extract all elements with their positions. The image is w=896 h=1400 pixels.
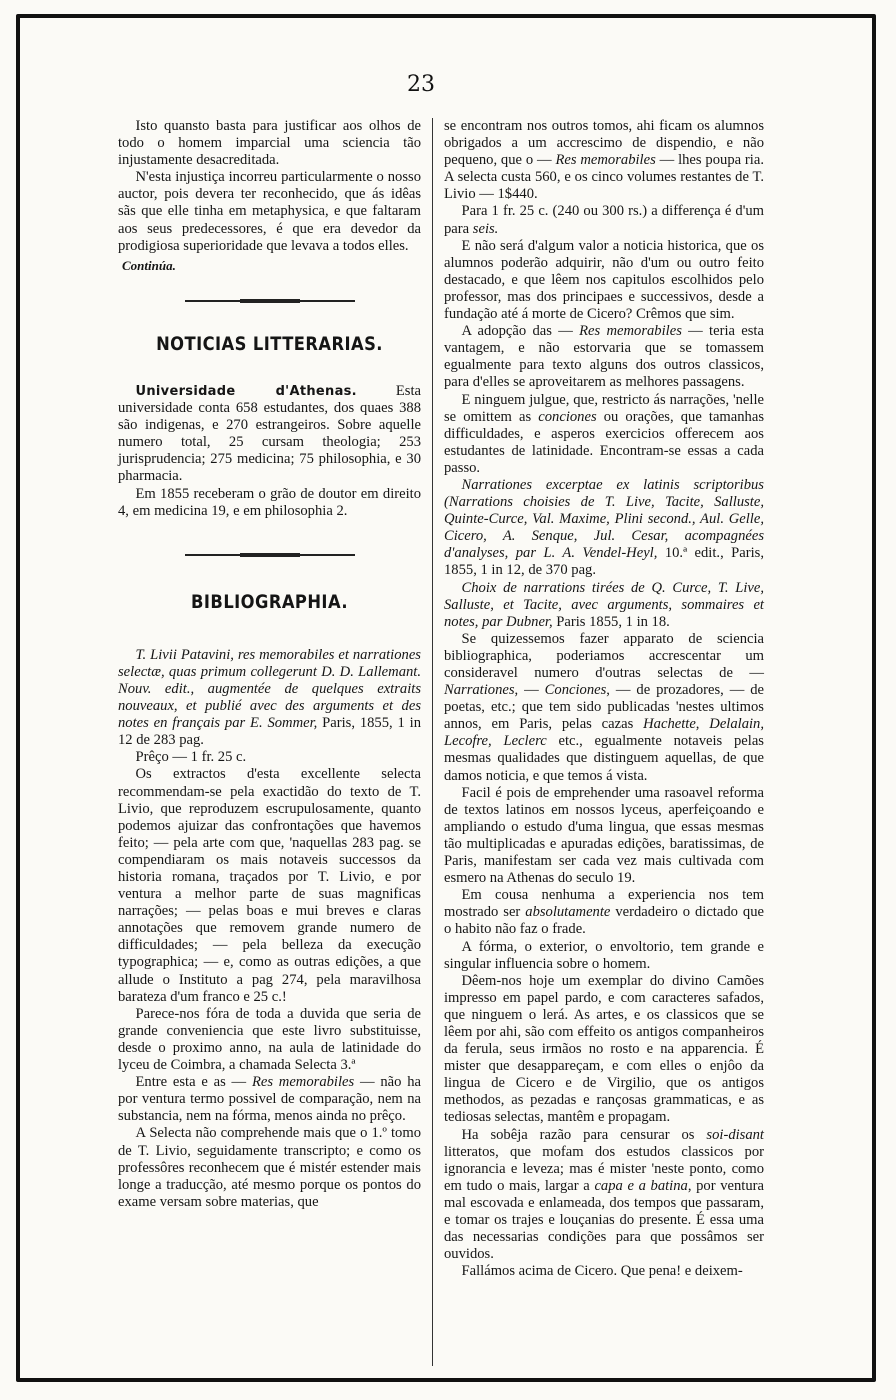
- text-fragment: Para 1 fr. 25 c. (240 ou 300 rs.) a differença é d'um para: [444, 203, 764, 237]
- italic-word: Conciones: [544, 682, 607, 699]
- italic-word: Narrationes: [444, 682, 515, 699]
- text-fragment: se encontram nos outros tomos, ahi ficam os alumnos obrigados a um accrescimo de dispendio, e não pequeno, que o —: [444, 118, 764, 169]
- italic-word: seis.: [472, 220, 499, 237]
- right-paragraph-8: [444, 631, 764, 785]
- right-paragraph-7: [444, 580, 764, 631]
- italic-word: absolutamente: [525, 904, 611, 921]
- universidade-label: Universidade d'Athenas.: [135, 383, 357, 399]
- text-fragment: Ha sobêja razão para censurar os: [461, 1126, 695, 1143]
- right-paragraph-1: [444, 118, 764, 203]
- italic-word: soi-disant: [706, 1126, 764, 1143]
- body-paragraph-1: Os extractos d'esta excellente selecta recommendam-se pela exactidão do texto de T. Livio, que reproduzem escrupulosamente, quanto podemos ajuizar das confrontações que havemos feito; — pela arte com que, 'naquellas 283 pag. se compendiaram os mais notaveis successos da historia romana, traçados por T. Livio, e por ventura a melhor parte de suas magnificas narrações; — pelas boas e mui breves e claras annotações que removem grande numero de difficuldades; — pela belleza da execução typographica; — e, como as outras edições, a que allude o Instituto a pag 274, pela maravilhosa barateza d'um franco e 25 c.!: [118, 766, 421, 1005]
- column-divider: [432, 118, 433, 1366]
- right-paragraph-6: [444, 477, 764, 580]
- italic-citation: Narrationes excerptae ex latinis scriptoribus (Narrations choisies de T. Live, Tacite, Salluste, Quinte-Curce, Val. Maxime, Plini second., Aul. Gelle, Cicero, A. Senque, Jul. Cesar, acompagnées d'analyses, par L. A. Vendel-Heyl,: [444, 476, 764, 562]
- italic-citation: Choix de narrations tirées de Q. Curce, T. Live, Salluste, et Tacite, avec arguments, sommaires et notes, par Dubner,: [444, 579, 764, 630]
- selecta-paragraph: A Selecta não comprehende mais que o 1.º tomo de T. Livio, seguidamente transcripto; e como os professôres reconhecem que é mistér estender mais longe a traducção, até mesmo porque os pontos do exame versam sobre materias, que: [118, 1125, 421, 1210]
- universidade-text: Esta universidade conta 658 estudantes, dos quaes 388 são indigenas, e 270 estrangeiros. Sobre aquelle numero total, 25 cursam theologia; 253 jurisprudencia; 275 medicina; 75 philosophia, e 30 pharmacia.: [118, 382, 421, 485]
- intro-paragraph-1: Isto quansto basta para justificar aos olhos de todo o homem imparcial uma sciencia tão injustamente desacreditada.: [118, 118, 421, 169]
- right-paragraph-13: [444, 1127, 764, 1264]
- universidade-paragraph-2: Em 1855 receberam o grão de doutor em direito 4, em medicina 19, e em philosophia 2.: [118, 485, 421, 519]
- text-fragment: Em cousa nenhuma a experiencia nos tem mostrado ser: [444, 887, 764, 921]
- right-column: [444, 118, 764, 1280]
- text-fragment: — lhes poupa ria. A selecta custa 560, e os cinco volumes restantes de T. Livio — 1$440.: [444, 152, 764, 203]
- intro-paragraph-2: N'esta injustiça incorreu particularmente o nosso auctor, pois devera ter reconhecido, que ás idêas sãs que elle tinha em metaphysica, e que faltaram aos seus predecessores, é que era devedor da prodigiosa superioridade que levava a todos elles.: [118, 169, 421, 254]
- continua-note: Continúa.: [122, 257, 176, 273]
- page-number: 23: [407, 72, 435, 97]
- price-line: Prêço — 1 fr. 25 c.: [135, 749, 247, 766]
- section-rule: [185, 554, 355, 556]
- book-title: T. Livii Patavini, res memorabiles et narrationes selectæ, quas primum collegerunt D. D. Lallemant. Nouv. edit., augmentée de quelques extraits nouveaux, et publié avec des arguments et des notes en français par E. Sommer,: [118, 646, 421, 732]
- entre-italic: Res memorabiles: [251, 1074, 355, 1091]
- section-rule: [185, 300, 355, 302]
- text-fragment: , por ventura mal escovada e enlameada, dos tempos que passaram, e tomar os trajes e louçanias do presente. É essa uma das necessarias condições para que possâmos ser ouvidos.: [444, 1177, 764, 1263]
- text-fragment: 10.ª edit., Paris, 1855, 1 in 12, de 370 pag.: [444, 545, 764, 579]
- right-paragraph-10: [444, 887, 764, 938]
- body-paragraph-2: Parece-nos fóra de toda a duvida que seria de grande conveniencia que este livro substituisse, desde o proximo anno, na aula de latinidade do lyceu de Coimbra, a chamada Selecta 3.ª: [118, 1005, 421, 1074]
- book-citation: [118, 647, 421, 750]
- text-fragment: A adopção das —: [461, 323, 573, 340]
- noticias-heading: NOTICIAS LITTERARIAS.: [156, 332, 383, 355]
- text-fragment: E ninguem julgue, que, restricto ás narrações, 'nelle se omittem as: [444, 391, 764, 425]
- entre-text-a: Entre esta e as —: [135, 1074, 247, 1091]
- text-fragment: verdadeiro o dictado que o habito não faz o frade.: [444, 904, 764, 938]
- text-fragment: litteratos, que mofam dos estudos classicos por ignorancia e leveza; mas é mister 'neste ponto, como em tudo o mais, largar a: [444, 1143, 764, 1194]
- italic-word: conciones: [538, 408, 597, 425]
- universidade-paragraph: [118, 383, 421, 486]
- italic-title: Res memorabiles: [579, 323, 682, 340]
- text-fragment: ou orações, que tamanhas difficuldades, e asperos exercicios offerecem aos estudantes de latinidade. Encontram-se essas a cada passo.: [444, 408, 765, 476]
- text-fragment: , —: [514, 682, 539, 699]
- right-paragraph-14: Fallámos acima de Cicero. Que pena! e deixem-: [461, 1263, 743, 1280]
- text-fragment: Se quizessemos fazer apparato de sciencia bibliographica, poderiamos accrescentar um consideravel numero d'outras selectas de —: [444, 630, 764, 681]
- text-fragment: — teria esta vantagem, e não estorvaria que se tomassem egualmente para texto alguns dos outros classicos, para d'elles se aproveitarem as melhores passagens.: [444, 323, 764, 391]
- entre-paragraph: [118, 1074, 421, 1125]
- right-paragraph-2: [444, 203, 764, 237]
- italic-word: capa e a batina: [594, 1177, 688, 1194]
- text-fragment: , — de prozadores, — de poetas, etc.; que tem sido publicadas 'nestes ultimos annos, em Paris, pelas cazas: [444, 682, 765, 733]
- bibliographia-heading: BIBLIOGRAPHIA.: [191, 590, 348, 613]
- right-paragraph-4: [444, 323, 764, 391]
- right-paragraph-3: E não será d'algum valor a noticia historica, que os alumnos poderão adquirir, não d'um ou outro feito destacado, e que lêem nos capitulos escolhidos pelo professor, mas dos principaes e successivos, desde a fundação até á morte de Cicero? Crêmos que sim.: [444, 237, 764, 323]
- italic-publishers: Hachette, Delalain, Lecofre, Leclerc: [444, 716, 765, 750]
- right-paragraph-12: Dêem-nos hoje um exemplar do divino Camões impresso em papel pardo, e com caracteres safados, que ninguem o lerá. As artes, e os classicos que se lêem por ahi, são com effeito os antigos companheiros da ferula, seus irmãos no rosto e na apparencia. É mister que desappareçam, e com elles o enjôo da lingua de Cicero e de Virgilio, que os antigos methodos, as pezadas e rançosas grammaticas, e as tediosas selectas, mantêm e propagam.: [444, 972, 764, 1126]
- right-paragraph-9: Facil é pois de emprehender uma rasoavel reforma de textos latinos em nossos lyceus, aperfeiçoando e ampliando o estudo d'uma lingua, que essas mesmas tão multiplicadas e apuradas edições, baratissimas, de Paris, manifestam ser cada vez mais cultivada com esmero na Athenas do seculo 19.: [444, 784, 764, 887]
- entre-text-b: — não ha por ventura termo possivel de comparação, nem na substancia, nem na fórma, menos ainda no prêço.: [118, 1074, 421, 1125]
- right-paragraph-11: A fórma, o exterior, o envoltorio, tem grande e singular influencia sobre o homem.: [444, 938, 764, 972]
- book-publication: Paris, 1855, 1 in 12 de 283 pag.: [118, 715, 421, 749]
- right-paragraph-5: [444, 392, 764, 477]
- left-column: [118, 118, 421, 1211]
- italic-title: Res memorabiles: [555, 152, 656, 169]
- text-fragment: etc., egualmente notaveis pelas mesmas qualidades que distinguem aquellas, de que damos noticia, e que temos á vista.: [444, 733, 764, 784]
- text-fragment: Paris 1855, 1 in 18.: [556, 613, 670, 630]
